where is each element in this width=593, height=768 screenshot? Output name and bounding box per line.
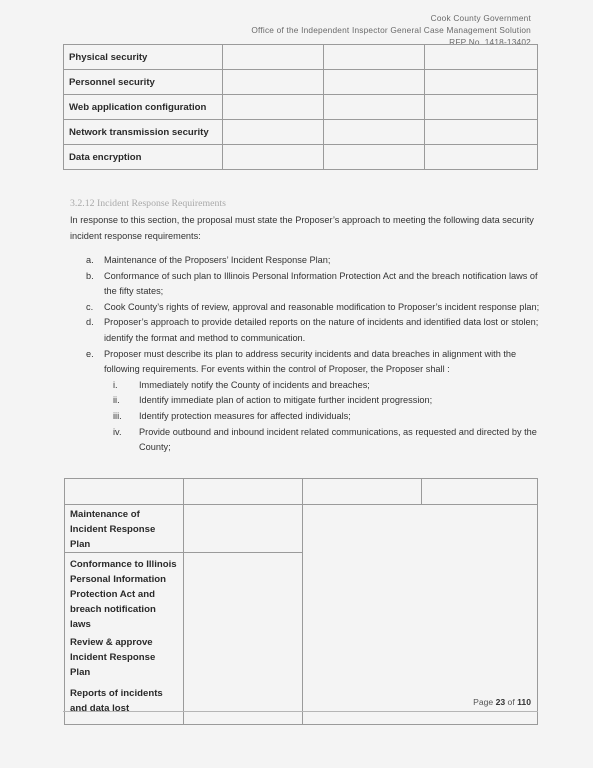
table-cell: Conformance to Illinois Personal Information Protection Act and breach notification laws xyxy=(65,553,184,633)
table-cell xyxy=(223,45,324,70)
list-item-text: Cook County’s rights of review, approval and reasonable modification to Proposer’s incident response plan; xyxy=(104,301,540,312)
table-row xyxy=(64,70,538,95)
table-cell xyxy=(324,120,425,145)
table-cell xyxy=(303,505,538,553)
list-item xyxy=(86,253,546,269)
table-cell xyxy=(425,145,538,170)
list-item-text: Proposer must describe its plan to address security incidents and data breaches in alignment with the following requirements. For events within the control of Proposer, the Proposer shall : xyxy=(104,348,517,375)
list-marker: d. xyxy=(86,317,94,328)
section-intro: In response to this section, the proposal must state the Proposer’s approach to meeting the following data security incident response requirements: xyxy=(70,215,534,241)
table-cell xyxy=(184,505,303,553)
table-cell xyxy=(324,70,425,95)
security-controls-table xyxy=(63,44,538,170)
sub-list-marker: ii. xyxy=(113,395,120,406)
table-cell xyxy=(223,145,324,170)
header-line-1: Cook County Government xyxy=(430,13,531,23)
table-cell xyxy=(425,120,538,145)
table-cell xyxy=(223,120,324,145)
table-cell: Web application configuration xyxy=(64,95,223,120)
list-item-text: Maintenance of the Proposers’ Incident Response Plan; xyxy=(104,255,331,265)
list-item-text: Proposer’s approach to provide detailed reports on the nature of incidents and identified data lost or stolen; identify the format and method to communication. xyxy=(104,317,539,343)
section-title: 3.2.12 Incident Response Requirements xyxy=(70,198,226,209)
table-cell: Review & approve Incident Response Plan xyxy=(65,632,184,680)
total-pages: 110 xyxy=(517,697,531,707)
table-cell xyxy=(303,479,422,505)
table-cell xyxy=(324,95,425,120)
list-marker: e. xyxy=(86,348,94,359)
table-cell: Personnel security xyxy=(64,70,223,95)
sub-list-item xyxy=(86,409,546,425)
sub-list-item-text: Provide outbound and inbound incident related communications, as requested and directed by the County; xyxy=(139,426,537,453)
table-cell xyxy=(223,70,324,95)
sub-list-item xyxy=(86,393,546,409)
footer-divider xyxy=(63,711,538,712)
table-cell xyxy=(303,632,538,680)
page-header xyxy=(251,12,531,48)
sub-list-item-text: Identify protection measures for affected individuals; xyxy=(139,410,351,421)
list-item-text: Conformance of such plan to Illinois Personal Information Protection Act and the breach notification laws of the fifty states; xyxy=(104,270,538,297)
table-cell xyxy=(184,632,303,680)
sub-list-item-text: Identify immediate plan of action to mitigate further incident progression; xyxy=(139,395,433,406)
table-row xyxy=(64,120,538,145)
page-of: of xyxy=(505,697,518,707)
list-marker: c. xyxy=(86,301,94,312)
table-cell xyxy=(303,553,538,633)
sub-list-marker: iii. xyxy=(113,410,122,421)
table-cell xyxy=(184,553,303,633)
page-number xyxy=(473,697,531,707)
list-item xyxy=(86,269,546,300)
table-row xyxy=(64,95,538,120)
page-prefix: Page xyxy=(473,697,496,707)
table-cell: Reports of incidents and data lost xyxy=(65,680,184,725)
sub-list-marker: i. xyxy=(113,379,118,390)
list-item xyxy=(86,347,546,378)
table-cell xyxy=(223,95,324,120)
table-row xyxy=(65,505,538,553)
table-row xyxy=(65,632,538,680)
table-cell xyxy=(425,70,538,95)
list-item xyxy=(86,315,546,346)
list-marker: b. xyxy=(86,270,94,281)
table-cell xyxy=(65,479,184,505)
current-page: 23 xyxy=(495,697,506,707)
list-item xyxy=(86,300,546,316)
sub-list-item-text: Immediately notify the County of incidents and breaches; xyxy=(139,379,370,390)
sub-list-item xyxy=(86,425,546,456)
incident-response-table xyxy=(64,478,538,725)
table-row xyxy=(64,145,538,170)
requirements-list xyxy=(86,253,546,456)
table-row xyxy=(65,680,538,725)
table-cell: Physical security xyxy=(64,45,223,70)
table-row xyxy=(64,45,538,70)
table-cell xyxy=(425,95,538,120)
table-cell xyxy=(422,479,538,505)
sub-list-marker: iv. xyxy=(113,426,122,437)
header-line-2: Office of the Independent Inspector General Case Management Solution xyxy=(251,25,531,35)
list-marker: a. xyxy=(86,255,94,265)
table-cell xyxy=(425,45,538,70)
table-cell xyxy=(324,145,425,170)
table-cell xyxy=(184,680,303,725)
header-line-3: RFP No. 1418-13402 xyxy=(449,37,531,47)
table-cell: Maintenance of Incident Response Plan xyxy=(65,505,184,553)
table-row xyxy=(65,553,538,633)
table-cell xyxy=(324,45,425,70)
table-cell: Network transmission security xyxy=(64,120,223,145)
table-cell xyxy=(184,479,303,505)
table-cell: Data encryption xyxy=(64,145,223,170)
table-header-row xyxy=(65,479,538,505)
sub-list-item xyxy=(86,378,546,394)
